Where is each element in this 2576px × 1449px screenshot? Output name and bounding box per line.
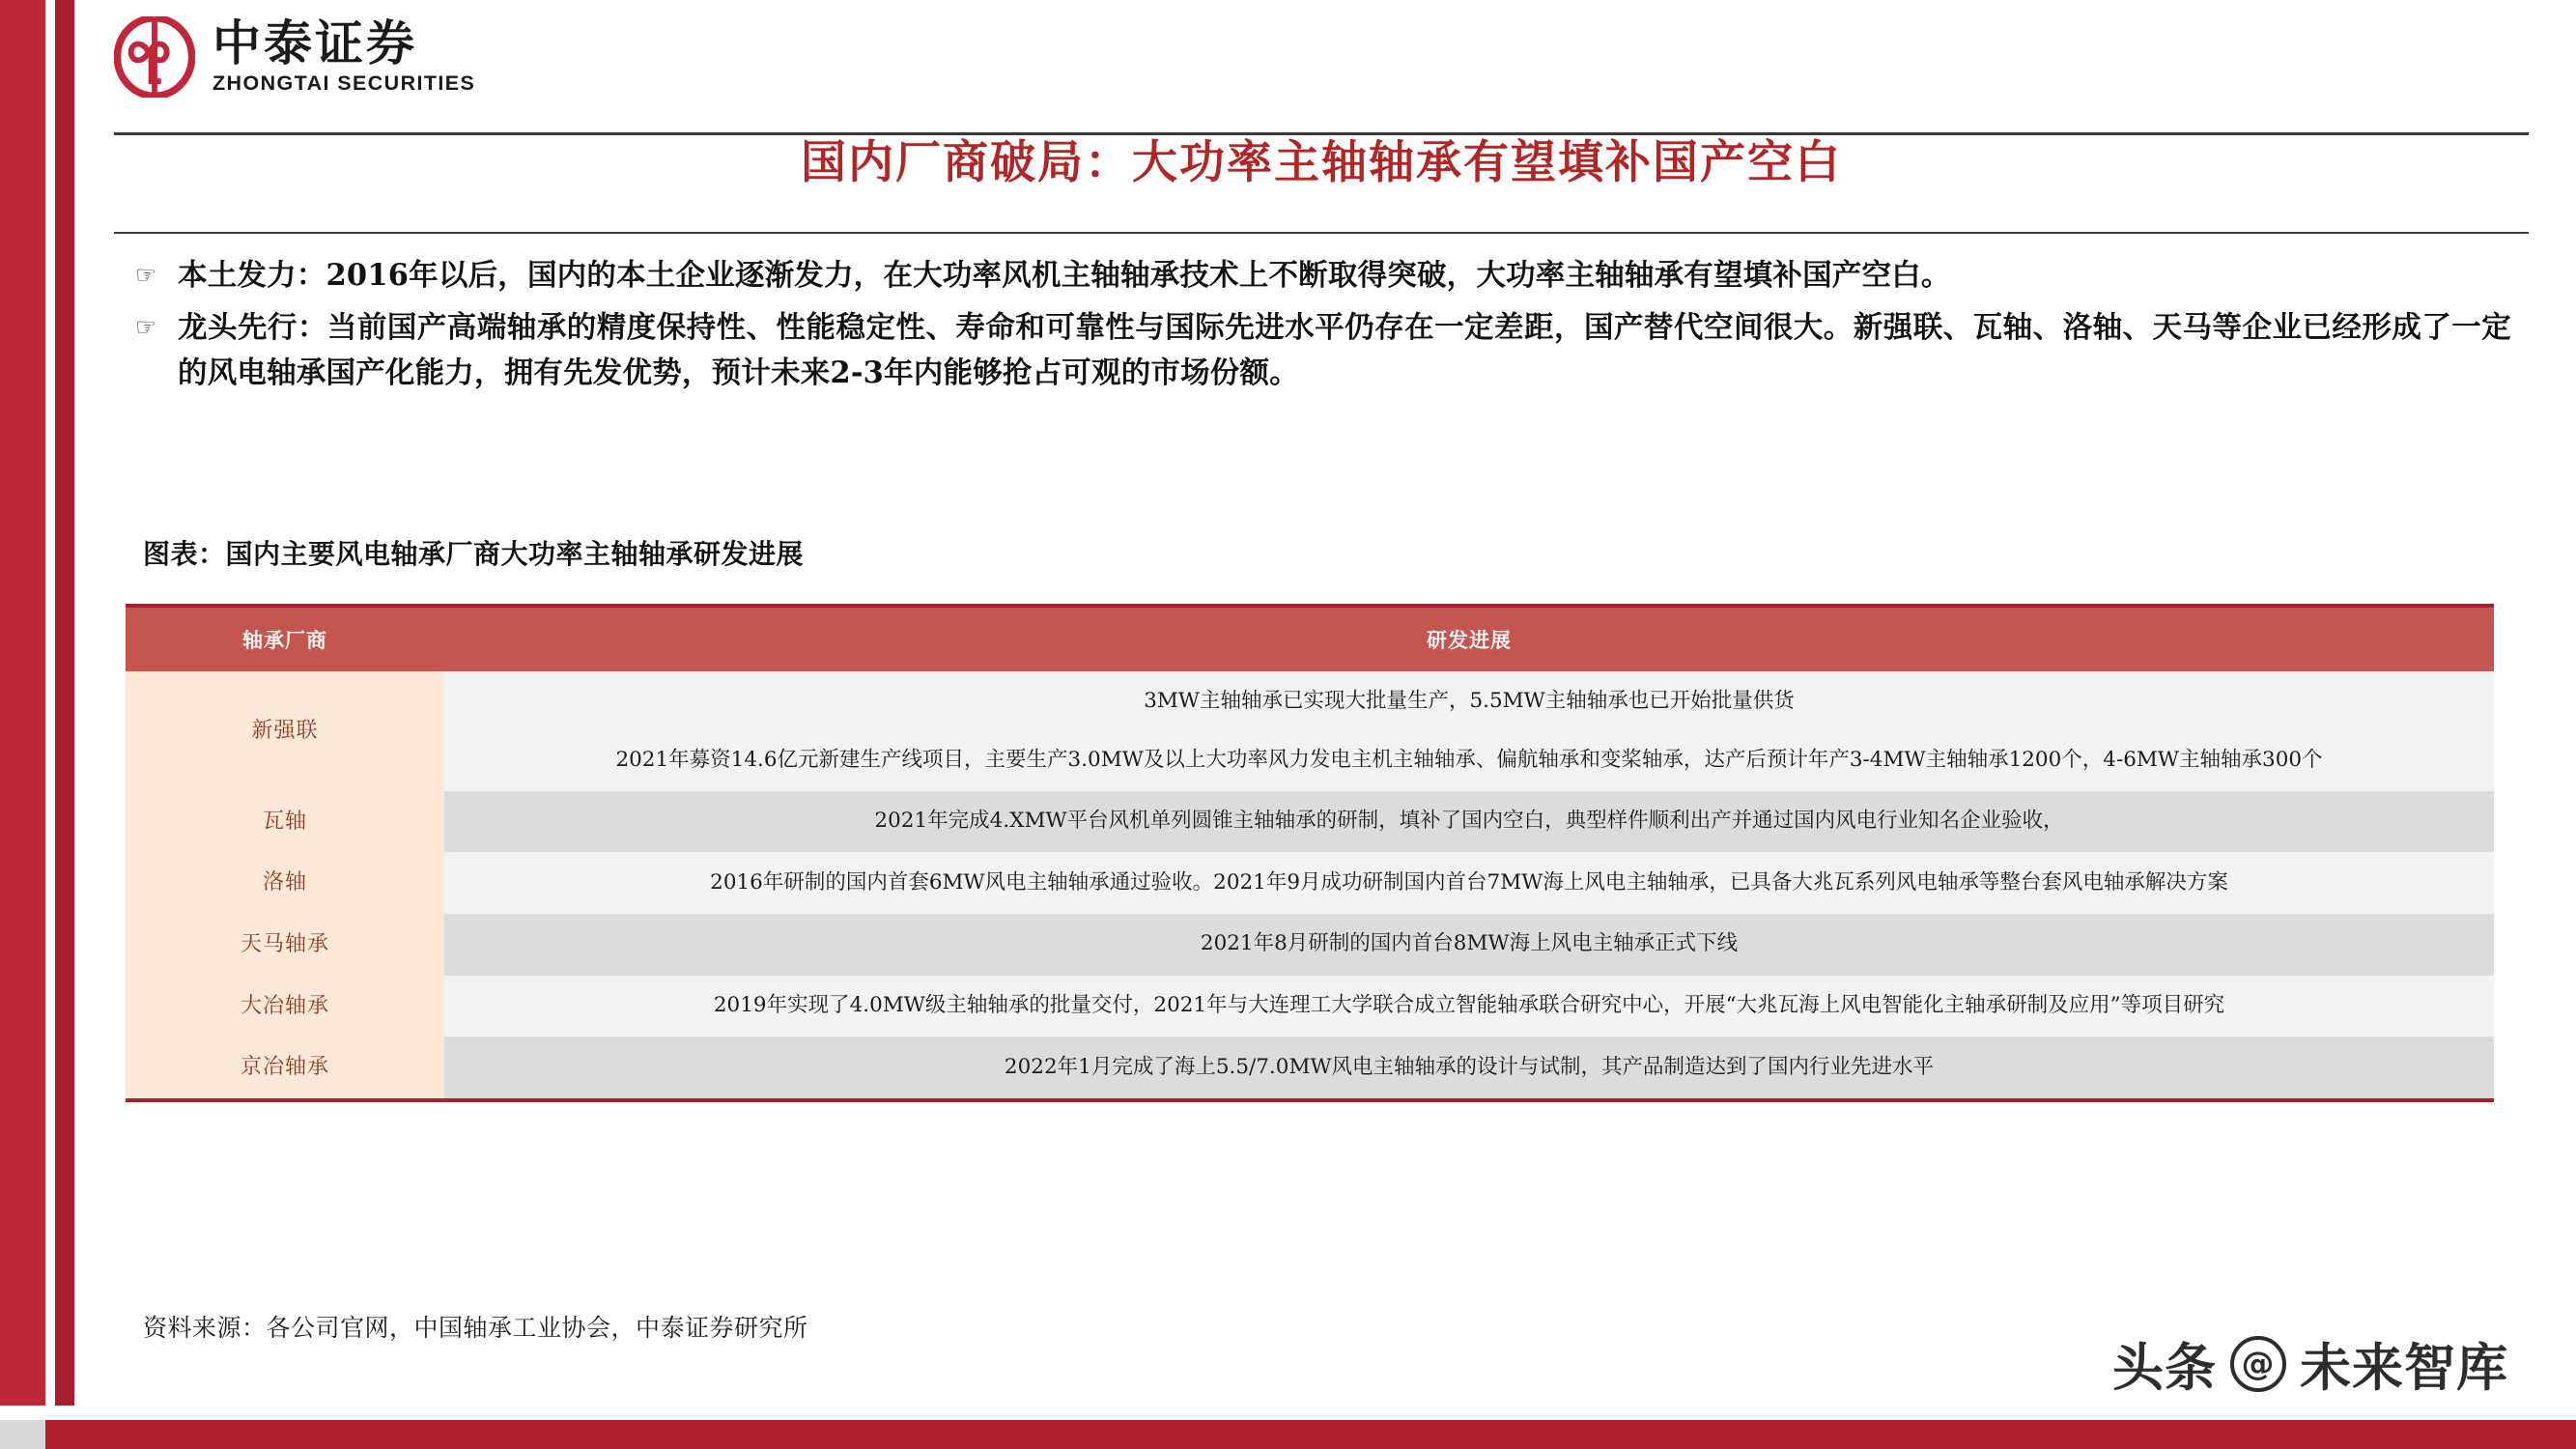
brand-name-cn: 中泰证券 (212, 15, 417, 71)
table-row (126, 1037, 2494, 1100)
cell-maker: 天马轴承 (126, 914, 444, 976)
cell-maker: 瓦轴 (126, 791, 444, 853)
bullet-item (135, 305, 2511, 395)
left-red-rail-inner (55, 0, 74, 1406)
table-row (126, 671, 2494, 791)
cell-progress (444, 1037, 2494, 1100)
watermark-name: 未来智库 (2300, 1339, 2508, 1398)
rnd-progress-table (126, 604, 2494, 1102)
table-row (126, 791, 2494, 853)
brand-logo (114, 16, 475, 98)
pointing-hand-icon: ☞ (135, 261, 157, 289)
bullet-list (135, 253, 2511, 403)
bullet-text: 本土发力：2016年以后，国内的本土企业逐渐发力，在大功率风机主轴轴承技术上不断取得突破，大功率主轴轴承有望填补国产空白。 (178, 258, 1951, 293)
table-row (126, 976, 2494, 1037)
watermark (2112, 1327, 2508, 1401)
footer-red-bar (45, 1420, 2576, 1449)
source-note: 资料来源：各公司官网，中国轴承工业协会，中泰证券研究所 (143, 1314, 808, 1342)
cell-maker: 新强联 (126, 671, 444, 791)
cell-progress (444, 671, 2494, 791)
brand-logo-text (212, 15, 476, 96)
bullet-item (135, 253, 2511, 298)
title-divider-bottom (114, 232, 2529, 234)
at-sign-icon: @ (2230, 1336, 2286, 1392)
zhongtai-emblem-icon (114, 16, 195, 98)
progress-line: 2021年完成4.XMW平台风机单列圆锥主轴轴承的研制，填补了国内空白，典型样件顺利出产并通过国内风电行业知名企业验收， (874, 809, 2064, 834)
left-red-rail-outer (0, 0, 45, 1406)
table-header-row (126, 606, 2494, 671)
cell-progress (444, 914, 2494, 976)
cell-maker: 京冶轴承 (126, 1037, 444, 1100)
progress-line: 2016年研制的国内首套6MW风电主轴轴承通过验收。2021年9月成功研制国内首台7MW海上风电主轴轴承，已具备大兆瓦系列风电轴承等整台套风电轴承解决方案 (710, 869, 2228, 895)
column-header-maker: 轴承厂商 (126, 606, 444, 671)
column-header-progress: 研发进展 (444, 606, 2494, 671)
cell-maker: 大冶轴承 (126, 976, 444, 1037)
progress-line: 3MW主轴轴承已实现大批量生产，5.5MW主轴轴承也已开始批量供货 (1144, 689, 1795, 713)
page-title: 国内厂商破局：大功率主轴轴承有望填补国产空白 (801, 136, 1842, 189)
watermark-prefix: 头条 (2112, 1339, 2217, 1398)
progress-line: 2022年1月完成了海上5.5/7.0MW风电主轴轴承的设计与试制，其产品制造达到了国内行业先进水平 (1004, 1054, 1935, 1079)
pointing-hand-icon: ☞ (135, 313, 157, 342)
table-caption: 图表：国内主要风电轴承厂商大功率主轴轴承研发进展 (143, 538, 805, 570)
progress-line: 2021年募资14.6亿元新建生产线项目，主要生产3.0MW及以上大功率风力发电主机主轴轴承、偏航轴承和变桨轴承，达产后预计年产3-4MW主轴轴承1200个，4-6MW主轴轴承300个 (615, 747, 2323, 772)
progress-line: 2019年实现了4.0MW级主轴轴承的批量交付，2021年与大连理工大学联合成立智能轴承联合研究中心，开展“大兆瓦海上风电智能化主轴承研制及应用”等项目研究 (713, 992, 2225, 1017)
table-row (126, 852, 2494, 914)
progress-line: 2021年8月研制的国内首台8MW海上风电主轴承正式下线 (1200, 931, 1739, 956)
brand-name-en: ZHONGTAI SECURITIES (212, 71, 476, 95)
cell-progress (444, 852, 2494, 914)
cell-progress (444, 791, 2494, 853)
cell-maker: 洛轴 (126, 852, 444, 914)
bullet-text: 龙头先行：当前国产高端轴承的精度保持性、性能稳定性、寿命和可靠性与国际先进水平仍存在一定差距，国产替代空间很大。新强联、瓦轴、洛轴、天马等企业已经形成了一定的风电轴承国产化能力，拥有先发优势，预计未来2-3年内能够抢占可观的市场份额。 (178, 310, 2511, 390)
table-row (126, 914, 2494, 976)
footer-spacer (0, 1406, 2576, 1420)
cell-progress (444, 976, 2494, 1037)
